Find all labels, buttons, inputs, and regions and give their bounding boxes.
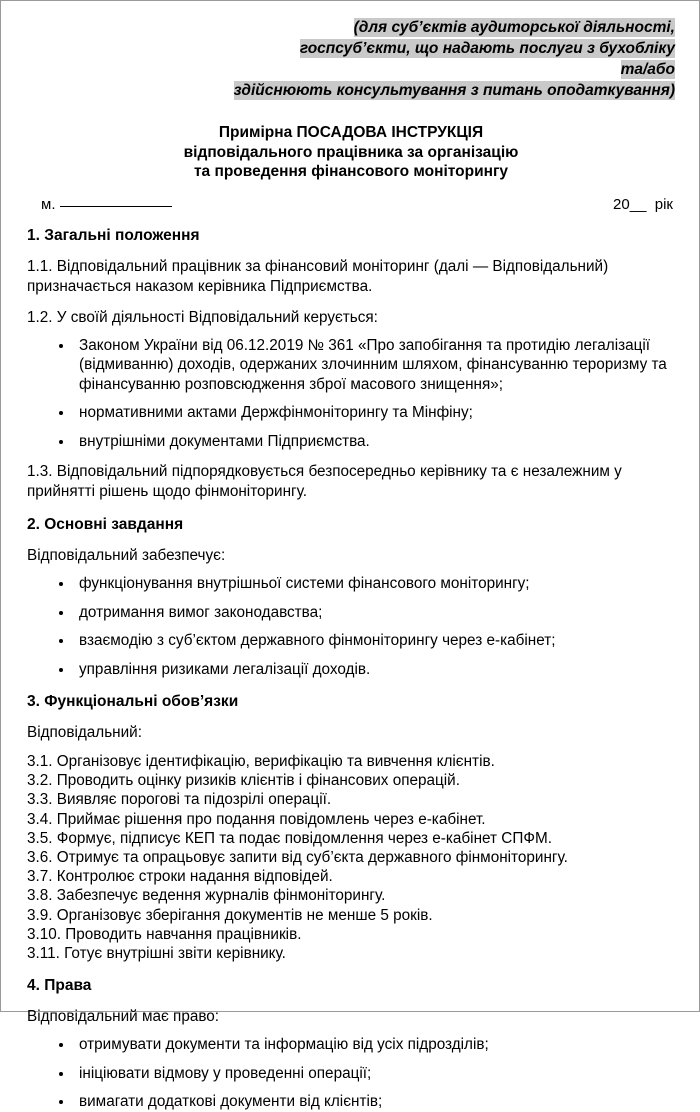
- addressee-note-line-3: та/або: [620, 61, 675, 78]
- place-and-year-row: [27, 196, 675, 213]
- city-blank-rule: [60, 206, 172, 207]
- list-item: внутрішніми документами Підприємства.: [27, 432, 675, 452]
- page-title: [27, 123, 675, 182]
- list-item: вимагати додаткові документи від клієнтів;: [27, 1092, 675, 1112]
- list-item: дотримання вимог законодавства;: [27, 603, 675, 623]
- list-item: 3.4. Приймає рішення про подання повідомлень через е-кабінет.: [27, 810, 486, 828]
- list-item: функціонування внутрішньої системи фінансового моніторингу;: [27, 574, 675, 594]
- clause-1-2-list: [27, 336, 675, 452]
- clause-1-3: 1.3. Відповідальний підпорядковується безпосередньо керівнику та є незалежним у прийнятті рішень щодо фінмоніторингу.: [27, 463, 622, 500]
- list-item: 3.11. Готує внутрішні звіти керівнику.: [27, 945, 286, 963]
- list-item: 3.6. Отримує та опрацьовує запити від суб’єкта державного фінмоніторингу.: [27, 849, 568, 867]
- addressee-note-line-2: госпсуб’єкти, що надають послуги з бухобліку: [299, 40, 675, 57]
- section-4-list: [27, 1035, 675, 1112]
- list-item: 3.2. Проводить оцінку ризиків клієнтів і фінансових операцій.: [27, 772, 460, 790]
- section-2-lead: Відповідальний забезпечує:: [27, 547, 226, 564]
- addressee-note: [27, 17, 675, 101]
- list-item: управління ризиками легалізації доходів.: [27, 660, 675, 680]
- list-item: 3.1. Організовує ідентифікацію, верифікацію та вивчення клієнтів.: [27, 753, 495, 770]
- page-title-line-2: відповідального працівника за організацію: [183, 143, 519, 161]
- list-item: Законом України від 06.12.2019 № 361 «Про запобігання та протидію легалізації (відмиванню) доходів, одержаних злочинним шляхом, фінансуванню тероризму та фінансуванню розповсюдження зброї масового знищення»;: [27, 336, 675, 395]
- list-item: ініціювати відмову у проведенні операції;: [27, 1064, 675, 1084]
- list-item: 3.10. Проводить навчання працівників.: [27, 925, 302, 943]
- section-2-list: [27, 574, 675, 679]
- clause-1-1: 1.1. Відповідальний працівник за фінансовий моніторинг (далі — Відповідальний) призначається наказом керівника Підприємства.: [27, 257, 609, 295]
- section-4-lead: Відповідальний має право:: [27, 1008, 220, 1026]
- document-body: [1, 1, 699, 1112]
- list-item: взаємодію з суб’єктом державного фінмоніторингу через е-кабінет;: [27, 631, 675, 651]
- list-item: нормативними актами Держфінмоніторингу та Мінфіну;: [27, 403, 675, 423]
- section-3-duties-list: [27, 752, 675, 963]
- list-item: 3.9. Організовує зберігання документів не менше 5 років.: [27, 906, 433, 924]
- list-item: отримувати документи та інформацію від усіх підрозділів;: [27, 1035, 675, 1055]
- addressee-note-line-4: здійснюють консультування з питань оподаткування): [233, 82, 675, 99]
- page-title-line-1: Примірна ПОСАДОВА ІНСТРУКЦІЯ: [218, 124, 484, 141]
- year-field: 20__ рік: [613, 195, 673, 213]
- clause-1-2: 1.2. У своїй діяльності Відповідальний керується:: [27, 308, 378, 326]
- list-item: 3.8. Забезпечує ведення журналів фінмоніторингу.: [27, 887, 386, 905]
- city-field: [41, 196, 172, 213]
- section-heading-4: 4. Права: [27, 977, 92, 995]
- list-item: 3.3. Виявляє порогові та підозрілі операції.: [27, 791, 332, 809]
- addressee-note-line-1: (для суб’єктів аудиторської діяльності,: [353, 19, 675, 36]
- section-heading-3: 3. Функціональні обов’язки: [27, 693, 239, 710]
- section-heading-1: 1. Загальні положення: [27, 226, 200, 244]
- section-heading-2: 2. Основні завдання: [27, 516, 184, 533]
- list-item: 3.7. Контролює строки надання відповідей.: [27, 868, 333, 886]
- city-label: м.: [41, 195, 56, 213]
- list-item: 3.5. Формує, підписує КЕП та подає повідомлення через е-кабінет СПФМ.: [27, 829, 552, 847]
- section-3-lead: Відповідальний:: [27, 724, 142, 741]
- page-title-line-3: та проведення фінансового моніторингу: [193, 163, 509, 180]
